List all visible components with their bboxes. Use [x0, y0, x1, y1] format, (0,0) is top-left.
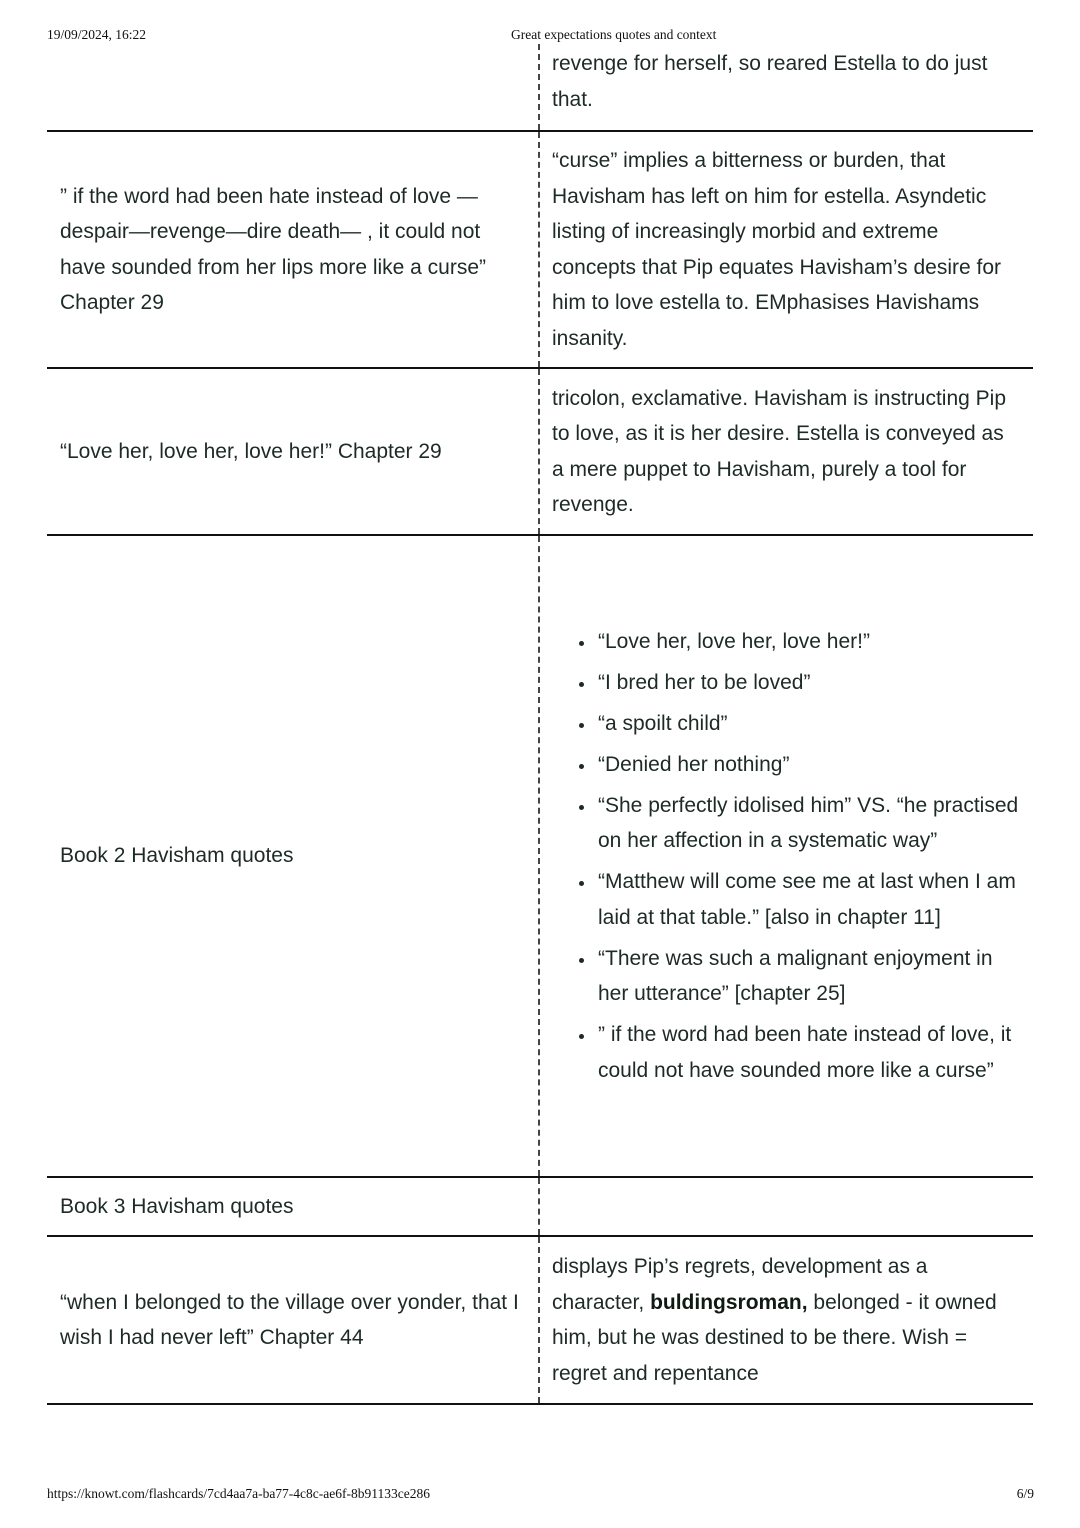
table-row: [47, 1237, 1033, 1405]
quotes-table: [47, 44, 1033, 1405]
quote-cell: [47, 44, 540, 130]
analysis-text: displays Pip’s regrets, development as a character,: [552, 1255, 928, 1314]
table-row: [47, 132, 1033, 369]
analysis-cell: [540, 1237, 1033, 1403]
quote-list: [552, 618, 1019, 1094]
analysis-term: buldingsroman,: [650, 1290, 808, 1314]
table-row: [47, 1178, 1033, 1237]
quote-cell: “when I belonged to the village over yonder, that I wish I had never left” Chapter 44: [47, 1237, 540, 1403]
list-item: • “a spoilt child”: [596, 706, 1019, 742]
quote-cell: ” if the word had been hate instead of love — despair—revenge—dire death— , it could not have sounded from her lips more like a curse” Chapter 29: [47, 132, 540, 367]
quote-cell: “Love her, love her, love her!” Chapter 29: [47, 369, 540, 534]
table-row: [47, 44, 1033, 132]
page-number: 6/9: [1016, 1486, 1034, 1501]
quote-cell: Book 2 Havisham quotes: [47, 536, 540, 1176]
analysis-cell: [540, 1178, 1033, 1235]
quote-cell: Book 3 Havisham quotes: [47, 1178, 540, 1235]
list-item: • “She perfectly idolised him” VS. “he practised on her affection in a systematic way”: [596, 788, 1019, 859]
analysis-cell: tricolon, exclamative. Havisham is instructing Pip to love, as it is her desire. Estella is conveyed as a mere puppet to Havisham, purely a tool for revenge.: [552, 386, 1007, 516]
analysis-cell: “curse” implies a bitterness or burden, that Havisham has left on him for estella. Asyndetic listing of increasingly morbid and extreme concepts that Pip equates Havisham’s desire for him to love estella to. EMphasises Havishams insanity.: [552, 149, 1002, 350]
analysis-cell: revenge for herself, so reared Estella to do just that.: [552, 52, 988, 111]
list-item: • “Love her, love her, love her!”: [596, 624, 1019, 660]
list-item: • “There was such a malignant enjoyment in her utterance” [chapter 25]: [596, 941, 1019, 1012]
table-row: [47, 369, 1033, 536]
list-item: • “I bred her to be loved”: [596, 665, 1019, 701]
table-row: [47, 536, 1033, 1178]
analysis-cell: [540, 536, 1033, 1176]
list-item: • “Denied her nothing”: [596, 747, 1019, 783]
print-datetime: 19/09/2024, 16:22: [47, 27, 147, 42]
list-item: • “Matthew will come see me at last when I am laid at that table.” [also in chapter 11]: [596, 864, 1019, 935]
print-title: Great expectations quotes and context: [511, 27, 717, 42]
print-url: https://knowt.com/flashcards/7cd4aa7a-ba77-4c8c-ae6f-8b91133ce286: [47, 1486, 430, 1501]
list-item: • ” if the word had been hate instead of love, it could not have sounded more like a curse”: [596, 1017, 1019, 1088]
analysis-text: belonged - it owned him, but he was destined to be there. Wish = regret and repentance: [552, 1290, 997, 1385]
